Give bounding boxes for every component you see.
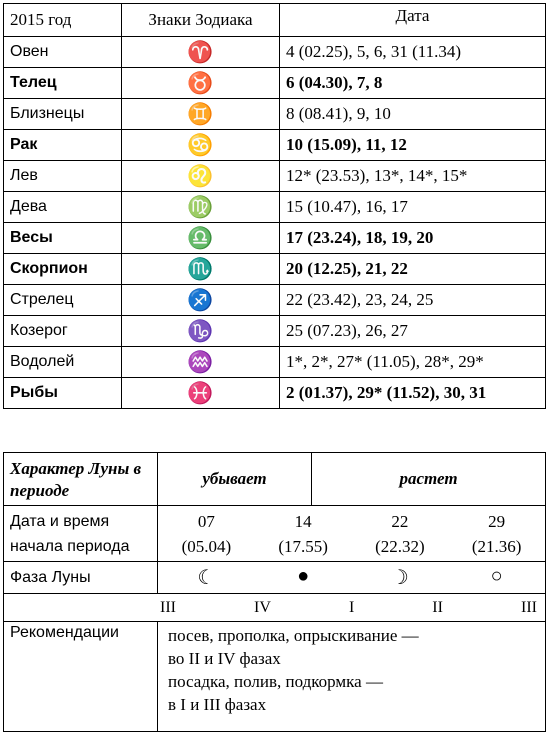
sign-name: Овен bbox=[4, 37, 122, 68]
zodiac-row bbox=[4, 192, 546, 223]
recommend-line: в I и III фазах bbox=[168, 695, 267, 714]
full-moon-icon: ○ bbox=[490, 565, 503, 587]
header-year: 2015 год bbox=[4, 4, 122, 37]
moon-roman-cell bbox=[4, 594, 546, 622]
recommend-label: Рекомендации bbox=[4, 622, 158, 732]
sign-dates: 4 (02.25), 5, 6, 31 (11.34) bbox=[280, 37, 546, 68]
sign-name: Телец bbox=[4, 68, 122, 99]
waxing-crescent-icon: ☽ bbox=[390, 567, 409, 589]
zodiac-symbol-icon: ♏ bbox=[122, 254, 280, 285]
moon-times bbox=[158, 534, 545, 559]
header-date bbox=[280, 4, 546, 37]
moon-phase-icons bbox=[158, 565, 545, 590]
zodiac-row bbox=[4, 347, 546, 378]
moon-phase-numbers bbox=[158, 599, 545, 617]
zodiac-symbol-icon: ♊ bbox=[122, 99, 280, 130]
sign-name: Водолей bbox=[4, 347, 122, 378]
zodiac-row bbox=[4, 316, 546, 347]
sign-dates: 1*, 2*, 27* (11.05), 28*, 29* bbox=[280, 347, 546, 378]
zodiac-symbol-icon: ♓ bbox=[122, 378, 280, 409]
header-date-text: Дата bbox=[395, 6, 430, 25]
zodiac-row bbox=[4, 254, 546, 285]
moon-recommend-row bbox=[4, 622, 546, 732]
moon-phase-cell bbox=[158, 562, 546, 594]
recommend-line: посев, прополка, опрыскивание — bbox=[168, 626, 419, 645]
recommend-line: посадка, полив, подкормка — bbox=[168, 672, 383, 691]
zodiac-row bbox=[4, 223, 546, 254]
moon-table bbox=[3, 452, 546, 732]
sign-name: Рыбы bbox=[4, 378, 122, 409]
moon-day: 22 bbox=[391, 511, 409, 531]
zodiac-row bbox=[4, 378, 546, 409]
phase-number: I bbox=[348, 598, 355, 616]
moon-phase-row bbox=[4, 562, 546, 594]
zodiac-row bbox=[4, 99, 546, 130]
zodiac-row bbox=[4, 68, 546, 99]
moon-character-row bbox=[4, 453, 546, 506]
phase-number: III bbox=[160, 598, 176, 616]
recommend-line: во II и IV фазах bbox=[168, 649, 281, 668]
moon-roman-row bbox=[4, 594, 546, 622]
moon-waning: убывает bbox=[158, 453, 312, 506]
moon-time: (17.55) bbox=[278, 536, 328, 556]
moon-day: 14 bbox=[294, 511, 312, 531]
zodiac-symbol-icon: ♌ bbox=[122, 161, 280, 192]
zodiac-symbol-icon: ♈ bbox=[122, 37, 280, 68]
header-signs: Знаки Зодиака bbox=[122, 4, 280, 37]
sign-dates: 12* (23.53), 13*, 14*, 15* bbox=[280, 161, 546, 192]
sign-name: Дева bbox=[4, 192, 122, 223]
zodiac-row bbox=[4, 161, 546, 192]
phase-number: IV bbox=[254, 598, 271, 616]
sign-name: Скорпион bbox=[4, 254, 122, 285]
sign-dates: 25 (07.23), 26, 27 bbox=[280, 316, 546, 347]
moon-day: 07 bbox=[197, 511, 215, 531]
zodiac-symbol-icon: ♉ bbox=[122, 68, 280, 99]
sign-name: Близнецы bbox=[4, 99, 122, 130]
recommend-text bbox=[158, 622, 546, 732]
sign-name: Рак bbox=[4, 130, 122, 161]
sign-dates: 22 (23.42), 23, 24, 25 bbox=[280, 285, 546, 316]
moon-time: (05.04) bbox=[181, 536, 232, 556]
sign-name: Козерог bbox=[4, 316, 122, 347]
phase-number: III bbox=[520, 598, 537, 616]
zodiac-row bbox=[4, 285, 546, 316]
sign-dates: 17 (23.24), 18, 19, 20 bbox=[280, 223, 546, 254]
moon-time: (22.32) bbox=[375, 536, 425, 556]
zodiac-row bbox=[4, 130, 546, 161]
moon-date-label-line-2: начала периода bbox=[10, 537, 130, 555]
new-moon-icon: ● bbox=[297, 565, 310, 587]
sign-dates: 10 (15.09), 11, 12 bbox=[280, 130, 546, 161]
moon-dates-cell bbox=[158, 506, 546, 562]
zodiac-symbol-icon: ♎ bbox=[122, 223, 280, 254]
sign-dates: 8 (08.41), 9, 10 bbox=[280, 99, 546, 130]
moon-day: 29 bbox=[488, 511, 506, 531]
zodiac-header-row bbox=[4, 4, 546, 37]
sign-name: Лев bbox=[4, 161, 122, 192]
zodiac-symbol-icon: ♑ bbox=[122, 316, 280, 347]
waning-crescent-icon: ☾ bbox=[197, 567, 216, 589]
moon-days bbox=[158, 509, 545, 534]
zodiac-row bbox=[4, 37, 546, 68]
moon-date-label-line-1: Дата и время bbox=[10, 512, 110, 530]
zodiac-table bbox=[3, 3, 546, 409]
sign-dates: 6 (04.30), 7, 8 bbox=[280, 68, 546, 99]
moon-date-label bbox=[4, 506, 158, 562]
moon-dates-row bbox=[4, 506, 546, 562]
sign-dates: 20 (12.25), 21, 22 bbox=[280, 254, 546, 285]
zodiac-symbol-icon: ♒ bbox=[122, 347, 280, 378]
sign-name: Весы bbox=[4, 223, 122, 254]
zodiac-symbol-icon: ♋ bbox=[122, 130, 280, 161]
sign-dates: 2 (01.37), 29* (11.52), 30, 31 bbox=[280, 378, 546, 409]
zodiac-symbol-icon: ♐ bbox=[122, 285, 280, 316]
moon-phase-label: Фаза Луны bbox=[4, 562, 158, 594]
sign-name: Стрелец bbox=[4, 285, 122, 316]
moon-waxing: растет bbox=[312, 453, 546, 506]
moon-time: (21.36) bbox=[471, 536, 522, 556]
phase-number: II bbox=[432, 598, 443, 616]
moon-character-label: Характер Луны в периоде bbox=[4, 453, 158, 506]
sign-dates: 15 (10.47), 16, 17 bbox=[280, 192, 546, 223]
zodiac-symbol-icon: ♍ bbox=[122, 192, 280, 223]
